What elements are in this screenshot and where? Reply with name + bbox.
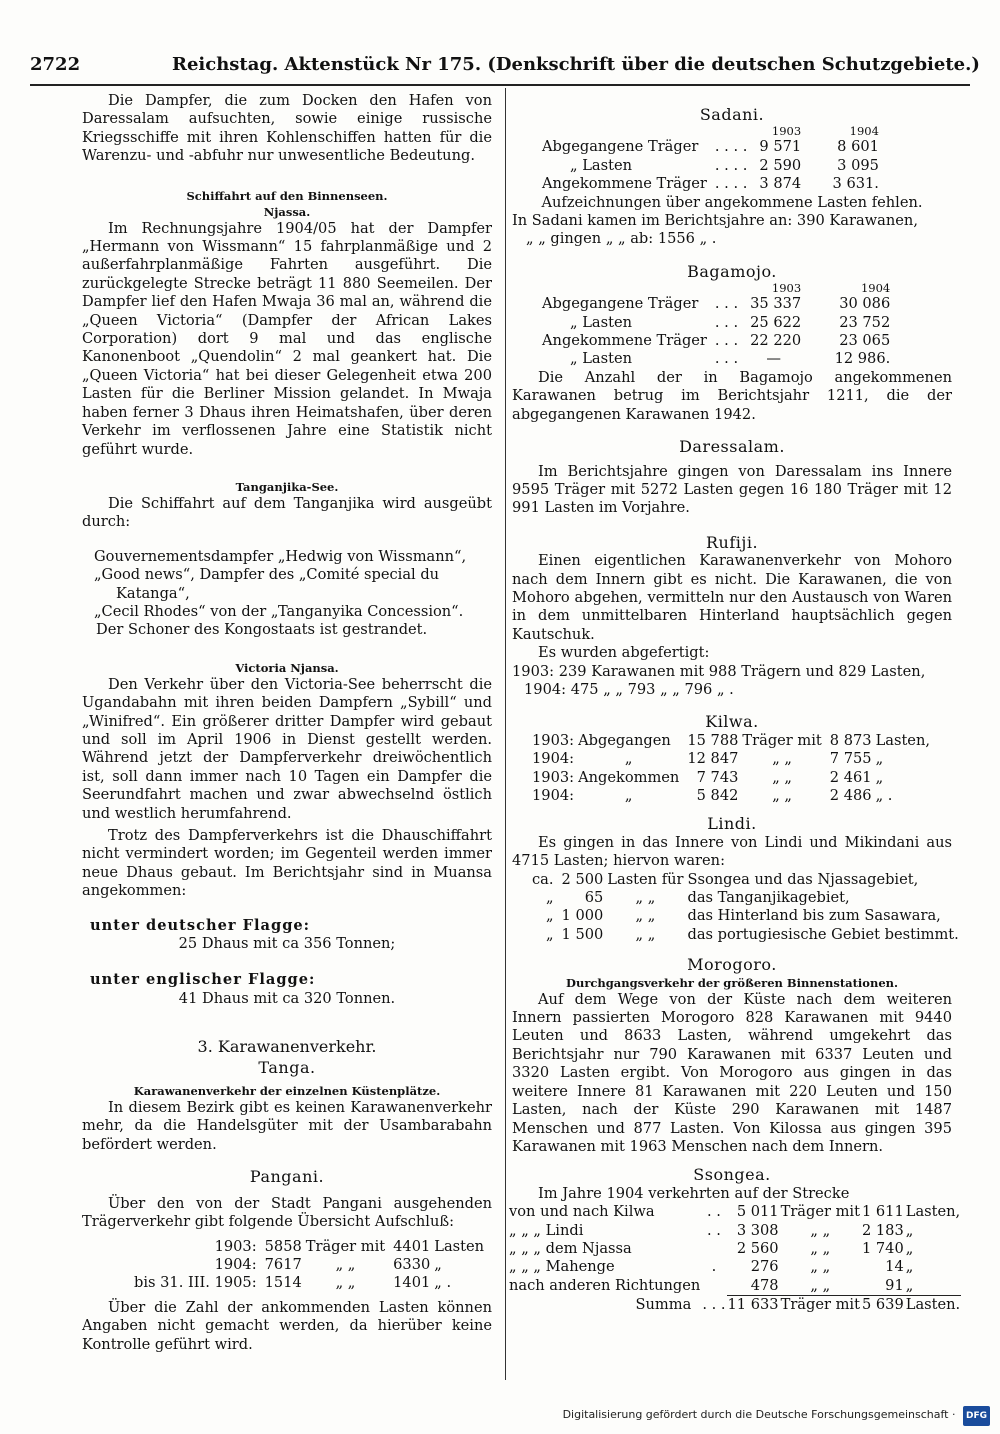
table-row — [508, 1222, 961, 1240]
table-row — [540, 314, 892, 332]
ssongea-unit: Lasten, — [905, 1203, 961, 1221]
ssongea-carriers: 478 — [727, 1277, 780, 1296]
page-header — [30, 54, 980, 86]
ssongea-dots — [701, 1277, 726, 1296]
right-column — [509, 92, 961, 1392]
lindi-prefix: „ — [545, 925, 554, 943]
year-header: 1903 — [771, 281, 802, 296]
lindi-text: „ „ — [635, 907, 656, 925]
paragraph-njassa: Im Rechnungsjahre 1904/05 hat der Dampfer „Hermann von Wissmann“ 15 fahrplanmäßige und 2 außerfahrplanmäßige Fahrten ausgeführt. Die zurückgelegte Strecke beträgt 11 880 Seemeilen. Der Dampfer lief den Hafen Mwaja 36 mal an, während die „Queen Victoria“ (Dampfer der African Lakes Corporation) dort 9 mal und das englische Kanonenboot „Quendolin“ 2 mal geankert hat. Die „Queen Victoria“ hat bei dieser Gelegenheit etwa 200 Lasten für die Berliner Mission gelandet. In Mwaja haben ferner 3 Dhaus ihren Heimatshafen, über deren Verkehr im verflossenen Jahre eine Statistik nicht geführt wurde. — [82, 219, 492, 458]
paragraph-pangani-2: Über die Zahl der ankommenden Lasten können Angaben nicht gemacht werden, da hierüber keine Kontrolle geführt wird. — [82, 1298, 492, 1353]
footer-text: Digitalisierung gefördert durch die Deutsche Forschungsgemeinschaft · — [562, 1407, 956, 1421]
kilwa-label: „ — [624, 750, 633, 768]
pangani-carriers: 1514 — [264, 1274, 302, 1292]
pangani-text: „ „ — [335, 1255, 356, 1273]
heading-pangani: Pangani. — [249, 1167, 325, 1187]
tanganjika-ship-1: Gouvernementsdampfer „Hedwig von Wissmann“, — [94, 547, 467, 565]
paragraph-tanga: In diesem Bezirk gibt es keinen Karawanenverkehr mehr, da die Handelsgüter mit der Usambarabahn befördert werden. — [82, 1099, 492, 1153]
year-header: 1904 — [849, 124, 879, 139]
row-label: Abgegangene Träger — [542, 138, 699, 156]
summa-loads: 5 639 — [861, 1296, 904, 1314]
paragraph-lindi: Es gingen in das Innere von Lindi und Mikindani aus 4715 Lasten; hiervon waren: — [512, 833, 952, 870]
row-label: „ Lasten — [570, 313, 632, 331]
ssongea-route: „ „ „ Lindi — [509, 1221, 584, 1239]
sadani-note: Aufzeichnungen über angekommene Lasten fehlen. — [541, 193, 923, 211]
header-blank — [709, 124, 753, 138]
heading-kilwa: Kilwa. — [705, 712, 759, 732]
ssongea-dots: . — [711, 1258, 717, 1276]
kilwa-year: 1904: — [532, 750, 575, 768]
kilwa-loads: 2 486 — [829, 787, 872, 804]
kilwa-carriers: 12 847 — [687, 750, 739, 768]
summa-unit: Lasten. — [905, 1296, 961, 1314]
pangani-text: „ „ — [335, 1274, 356, 1292]
left-column — [82, 92, 492, 1392]
kilwa-loads: 2 461 — [829, 768, 872, 786]
tanganjika-note: Der Schoner des Kongostaats ist gestrandet. — [96, 621, 428, 639]
kilwa-text: „ „ — [772, 787, 792, 804]
value-1903: 25 622 — [750, 313, 802, 331]
lindi-text: „ „ — [635, 889, 656, 907]
ssongea-carriers: 276 — [750, 1258, 779, 1276]
value-1904: 30 086 — [839, 295, 891, 313]
pangani-label: 1903: — [214, 1237, 257, 1255]
paragraph-ssongea: Im Jahre 1904 verkehrten auf der Strecke — [538, 1184, 850, 1202]
table-row — [128, 1238, 486, 1256]
row-dots: . . . . — [714, 138, 748, 156]
table-row — [508, 1240, 961, 1258]
section-heading-karawanen: 3. Karawanenverkehr. — [197, 1037, 377, 1057]
ssongea-text: „ „ — [810, 1239, 831, 1257]
kilwa-unit: „ — [875, 768, 884, 786]
summa-carriers: 11 633 — [727, 1296, 779, 1314]
year-header: 1903 — [771, 124, 802, 139]
table-header-row — [540, 124, 881, 138]
ssongea-loads: 14 — [885, 1258, 904, 1276]
lindi-prefix: ca. — [532, 870, 554, 888]
subheading-durchgangsverkehr: Durchgangsverkehr der größeren Binnenstationen. — [566, 975, 898, 990]
lindi-destination: das Tanganjikagebiet, — [687, 889, 850, 907]
header-blank — [540, 124, 709, 138]
paragraph-bagamoyo: Die Anzahl der in Bagamojo angekommenen Karawanen betrug im Berichtsjahr 1211, die der abgegangenen Karawanen 1942. — [512, 368, 952, 423]
paragraph-tanganjika: Die Schiffahrt auf dem Tanganjika wird ausgeübt durch: — [82, 494, 492, 531]
pangani-label: 1904: — [214, 1255, 257, 1273]
lindi-loads: 65 — [584, 889, 604, 907]
ssongea-text: Träger mit — [780, 1203, 860, 1221]
ssongea-text: „ „ — [810, 1221, 831, 1239]
heading-bagamoyo: Bagamojo. — [687, 261, 777, 281]
ssongea-text: „ „ — [780, 1277, 861, 1296]
table-row — [508, 1277, 961, 1296]
table-row — [540, 175, 881, 193]
table-row — [526, 907, 961, 925]
table-row — [128, 1256, 486, 1274]
pangani-label: bis 31. III. 1905: — [134, 1274, 257, 1292]
heading-morogoro: Morogoro. — [687, 955, 777, 975]
sadani-departures: „ „ gingen „ „ ab: 1556 „ . — [526, 230, 717, 248]
paragraph-rufiji-2: Es wurden abgefertigt: — [538, 644, 710, 662]
ssongea-loads: 1 740 — [861, 1239, 904, 1257]
table-header-row — [540, 281, 892, 295]
rufiji-line-1904: 1904: 475 „ „ 793 „ „ 796 „ . — [524, 680, 734, 698]
tanganjika-ship-3: „Cecil Rhodes“ von der „Tanganyika Concession“. — [94, 602, 464, 620]
kilwa-carriers: 7 743 — [696, 768, 739, 786]
table-row — [508, 1258, 961, 1276]
table-row — [540, 350, 892, 368]
lindi-text: „ „ — [635, 925, 656, 943]
kilwa-loads: 7 755 — [829, 750, 872, 768]
kilwa-unit: Lasten, — [875, 731, 930, 749]
kilwa-loads: 8 873 — [829, 731, 872, 749]
heading-tanga: Tanga. — [258, 1057, 316, 1077]
summa-text: Träger mit — [780, 1296, 860, 1314]
value-1903: 3 874 — [759, 175, 802, 193]
ssongea-carriers: 5 011 — [736, 1203, 779, 1221]
summa-label: Summa — [635, 1295, 692, 1313]
header-rule — [30, 84, 970, 86]
value-1904: 23 065 — [839, 332, 891, 350]
rufiji-line-1903: 1903: 239 Karawanen mit 988 Trägern und 829 Lasten, — [512, 662, 926, 680]
ssongea-route: „ „ „ dem Njassa — [509, 1239, 632, 1257]
table-row — [526, 732, 932, 750]
lindi-loads: 1 500 — [561, 925, 604, 943]
row-dots: . . . . — [714, 175, 748, 193]
dfg-logo-icon: DFG — [963, 1406, 990, 1426]
ssongea-loads: 1 611 — [861, 1203, 904, 1221]
lindi-destination: Ssongea und das Njassagebiet, — [687, 870, 919, 888]
kilwa-text: „ „ — [772, 750, 792, 768]
ssongea-route: „ „ „ Mahenge — [509, 1258, 615, 1276]
ssongea-dots: . . — [706, 1203, 721, 1221]
subheading-njassa: Njassa. — [263, 204, 311, 219]
ssongea-unit: „ — [905, 1239, 914, 1257]
value-1903: 35 337 — [750, 295, 802, 313]
lindi-destination: das Hinterland bis zum Sasawara, — [687, 907, 941, 925]
pangani-unit: „ . — [434, 1274, 452, 1292]
value-1903: 9 571 — [759, 138, 802, 156]
pangani-unit: Lasten — [434, 1237, 485, 1255]
row-dots: . . . — [714, 350, 739, 368]
sadani-table — [540, 124, 881, 193]
summa-row — [508, 1296, 961, 1315]
kilwa-text: Träger mit — [742, 731, 822, 749]
pangani-carriers: 7617 — [264, 1255, 302, 1273]
paragraph-morogoro: Auf dem Wege von der Küste nach dem weiteren Innern passierten Morogoro 828 Karawanen mit 9440 Leuten und 8633 Lasten, während umgekehrt das Berichtsjahr nur 790 Karawanen mit 6337 Leuten und 3320 Lasten ergibt. Von Morogoro aus gingen in das weitere Innere 81 Karawanen mit 220 Leuten und 150 Lasten, nach der Küste 290 Karawanen mit 1487 Menschen und 877 Lasten. Von Kilossa aus gingen 395 Karawanen mit 1963 Menschen nach dem Innern. — [512, 990, 952, 1155]
row-label: „ Lasten — [570, 156, 632, 174]
kilwa-unit: „ — [875, 750, 884, 768]
heading-lindi: Lindi. — [707, 814, 757, 834]
ssongea-carriers: 2 560 — [736, 1239, 779, 1257]
table-row — [540, 295, 892, 313]
row-dots: . . . — [714, 295, 739, 313]
row-label: Angekommene Träger — [542, 332, 707, 350]
lindi-prefix: „ — [545, 889, 554, 907]
lindi-table — [526, 871, 961, 945]
kilwa-table — [526, 732, 932, 806]
row-label: Angekommene Träger — [542, 175, 707, 193]
heading-ssongea: Ssongea. — [693, 1165, 771, 1185]
pangani-text: Träger mit — [305, 1237, 386, 1255]
bagamoyo-table — [540, 281, 892, 369]
paragraph-pangani: Über den von der Stadt Pangani ausgehenden Trägerverkehr gibt folgende Übersicht Aufschluß: — [82, 1194, 492, 1231]
ssongea-loads: 91 — [861, 1277, 905, 1296]
table-row — [540, 157, 881, 175]
flag-english-heading: unter englischer Flagge: — [90, 971, 316, 989]
kilwa-year: 1903: — [532, 731, 575, 749]
paragraph-victoria-1: Den Verkehr über den Victoria-See beherrscht die Ugandabahn mit ihren beiden Dampfern „Sybill“ und „Winifred“. Ein größerer dritter Dampfer wird gebaut und soll im April 1906 in Dienst gestellt werden. Während jetzt der Dampferverkehr dreiwöchentlich ist, soll dann immer nach 10 Tagen ein Dampfer die Seerundfahrt machen und zwar abwechselnd östlich und westlich herumfahrend. — [82, 675, 492, 822]
table-row — [526, 889, 961, 907]
page-number: 2722 — [30, 54, 81, 75]
year-header: 1904 — [860, 281, 891, 296]
table-row — [526, 750, 932, 768]
lindi-text: Lasten für — [607, 870, 684, 888]
table-row — [526, 926, 961, 944]
ssongea-table — [508, 1203, 961, 1314]
header-blank — [709, 281, 744, 295]
lindi-loads: 1 000 — [561, 907, 604, 925]
lindi-prefix: „ — [545, 907, 554, 925]
table-row — [508, 1203, 961, 1221]
kilwa-year: 1904: — [532, 787, 575, 804]
heading-sadani: Sadani. — [699, 105, 765, 124]
ssongea-text: „ „ — [810, 1258, 831, 1276]
kilwa-label: Angekommen — [578, 768, 680, 786]
value-1904: 3 095 — [837, 156, 879, 174]
digitization-footer — [563, 1406, 990, 1426]
paragraph-victoria-2: Trotz des Dampferverkehrs ist die Dhauschiffahrt nicht vermindert worden; im Gegenteil werden immer neue Dhaus gebaut. Im Berichtsjahr sind in Muansa angekommen: — [82, 827, 492, 900]
column-divider — [505, 88, 506, 1380]
ssongea-unit: „ — [905, 1258, 914, 1276]
kilwa-text: „ „ — [772, 768, 792, 786]
summa-dots: . . . — [702, 1295, 726, 1313]
table-row — [128, 1274, 486, 1292]
kilwa-carriers: 5 842 — [696, 787, 739, 804]
flag-german-heading: unter deutscher Flagge: — [90, 916, 311, 934]
subheading-victoria: Victoria Njansa. — [235, 660, 339, 675]
kilwa-year: 1903: — [532, 768, 575, 786]
pangani-loads: 6330 — [393, 1255, 431, 1273]
section-heading-binnenseen: Schiffahrt auf den Binnenseen. — [186, 188, 388, 203]
paragraph-daressalam: Im Berichtsjahre gingen von Daressalam ins Innere 9595 Träger mit 5272 Lasten gegen 16 180 Träger mit 12 991 Lasten im Vorjahre. — [512, 462, 952, 517]
ssongea-dots: . . — [706, 1221, 721, 1239]
running-title: Reichstag. Aktenstück Nr 175. (Denkschrift über die deutschen Schutzgebiete.) — [172, 54, 980, 75]
ssongea-route: nach anderen Richtungen — [509, 1276, 701, 1294]
value-1904: 8 601 — [837, 138, 879, 156]
value-1904: 12 986. — [834, 350, 891, 368]
flag-english-value: 41 Dhaus mit ca 320 Tonnen. — [178, 989, 396, 1007]
value-1903: — — [766, 350, 781, 368]
kilwa-label: Abgegangen — [578, 731, 671, 749]
tanganjika-ship-2: „Good news“, Dampfer des „Comité special du Katanga“, — [94, 566, 440, 602]
table-row — [540, 332, 892, 350]
ssongea-route: von und nach Kilwa — [509, 1203, 655, 1221]
kilwa-label: „ — [624, 787, 633, 804]
ssongea-dots — [701, 1240, 726, 1258]
value-1903: 22 220 — [750, 332, 802, 350]
heading-rufiji: Rufiji. — [705, 532, 759, 552]
heading-daressalam: Daressalam. — [679, 437, 785, 457]
row-label: Abgegangene Träger — [542, 295, 699, 313]
value-1904: 3 631. — [832, 175, 879, 193]
header-blank — [540, 281, 709, 295]
value-1903: 2 590 — [759, 156, 802, 174]
ssongea-unit: „ — [905, 1277, 961, 1296]
row-label: „ Lasten — [570, 350, 632, 368]
row-dots: . . . — [714, 332, 739, 350]
sadani-arrivals: In Sadani kamen im Berichtsjahre an: 390 Karawanen, — [512, 212, 918, 230]
ssongea-carriers: 3 308 — [736, 1221, 779, 1239]
row-dots: . . . . — [714, 156, 748, 174]
row-dots: . . . — [714, 313, 739, 331]
lindi-loads: 2 500 — [561, 870, 604, 888]
kilwa-carriers: 15 788 — [687, 731, 739, 749]
subheading-tanganjika: Tanganjika-See. — [235, 479, 339, 494]
pangani-unit: „ — [434, 1255, 442, 1273]
pangani-loads: 1401 — [393, 1274, 431, 1292]
paragraph-rufiji: Einen eigentlichen Karawanenverkehr von Mohoro nach dem Innern gibt es nicht. Die Karawanen, die von Mohoro abgehen, vermitteln nur den Austausch von Waren in dem unmittelbaren Hinterland hauptsächlich gegen Kautschuk. — [512, 552, 952, 643]
value-1904: 23 752 — [839, 313, 891, 331]
kilwa-unit: „ . — [875, 787, 893, 804]
table-row — [540, 138, 881, 156]
ssongea-unit: „ — [905, 1221, 914, 1239]
flag-german-value: 25 Dhaus mit ca 356 Tonnen; — [178, 935, 396, 953]
lindi-destination: das portugiesische Gebiet bestimmt. — [687, 925, 959, 943]
pangani-loads: 4401 — [393, 1237, 431, 1255]
ssongea-loads: 2 183 — [861, 1221, 904, 1239]
subheading-kuestenplaetze: Karawanenverkehr der einzelnen Küstenplätze. — [133, 1084, 441, 1099]
pangani-carriers: 5858 — [264, 1237, 302, 1255]
pangani-table — [128, 1238, 486, 1293]
paragraph-intro: Die Dampfer, die zum Docken den Hafen von Daressalam aufsuchten, sowie einige russische Kriegsschiffe mit ihren Kohlenschiffen hatten für die Warenzu- und -abfuhr nur unwesentliche Bedeutung. — [82, 92, 492, 165]
table-row — [526, 871, 961, 889]
table-row — [526, 787, 932, 805]
table-row — [526, 769, 932, 787]
